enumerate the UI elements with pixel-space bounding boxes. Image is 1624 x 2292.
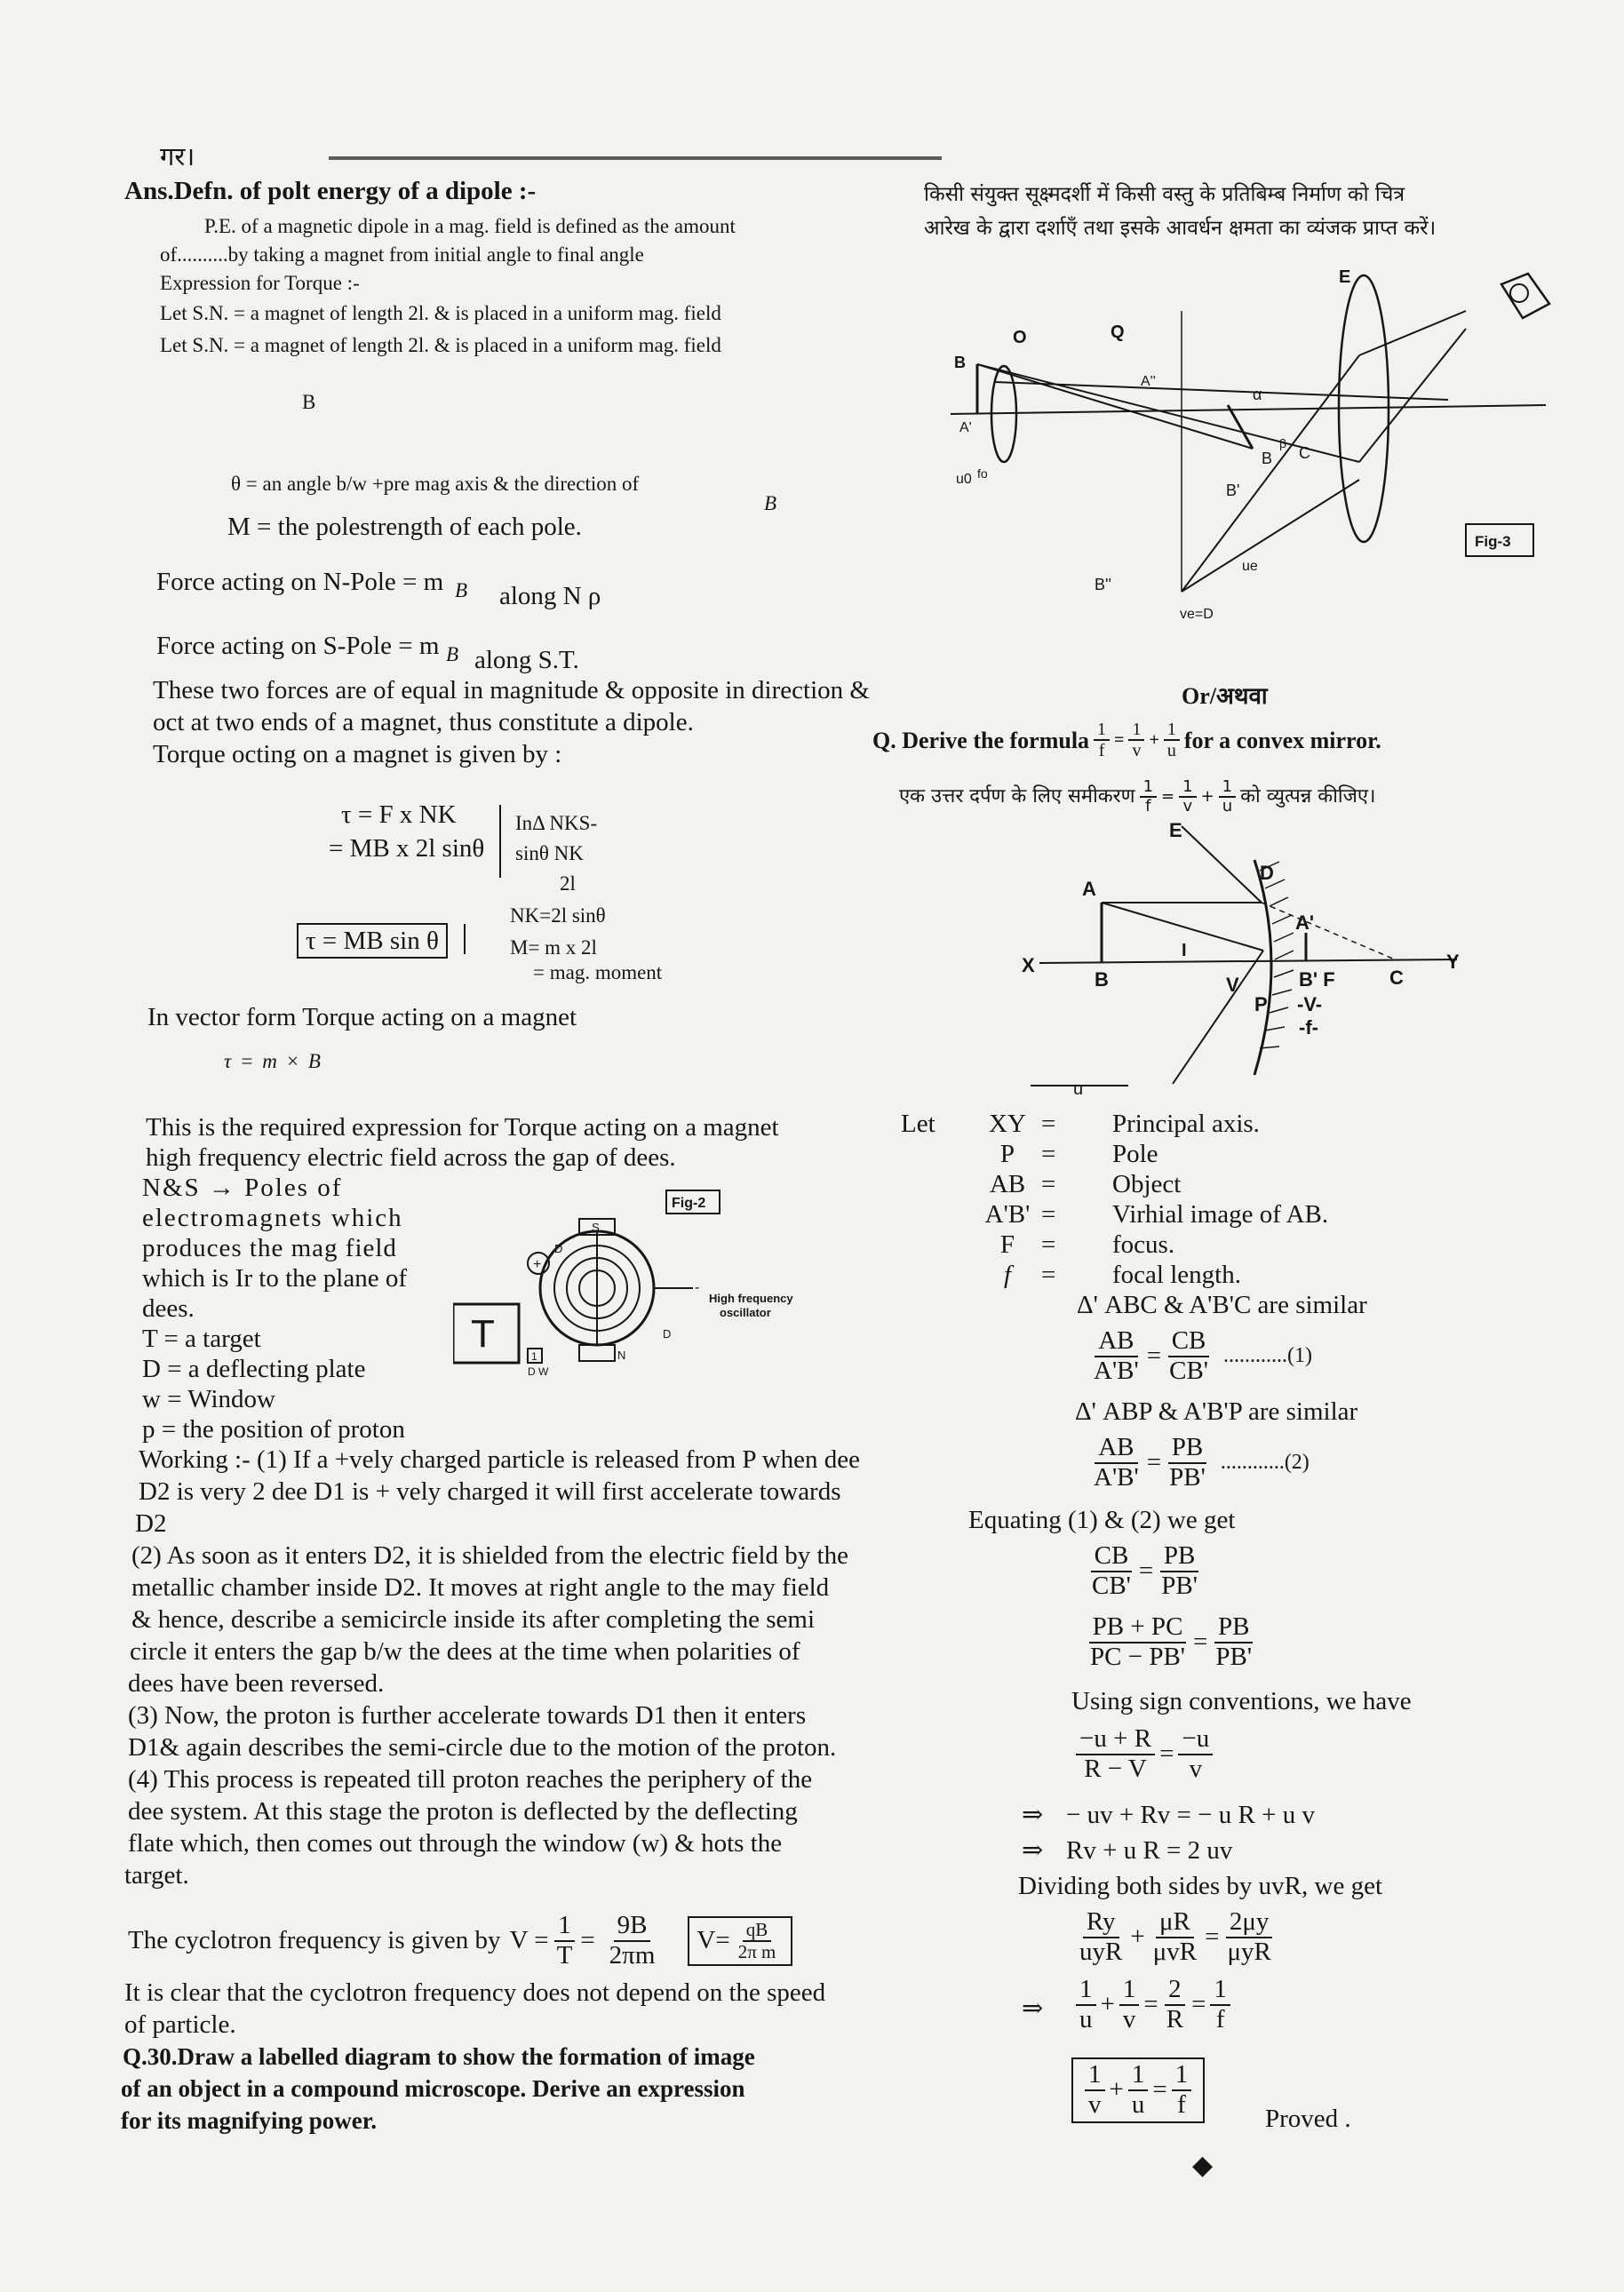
fig3-b-prime: B' — [1226, 481, 1240, 499]
fig3-axis — [951, 405, 1546, 414]
hindi-question-2: आरेख के द्वारा दर्शाएँ तथा इसके आवर्धन क्षमता का व्यंजक प्राप्त करें। — [924, 217, 1437, 240]
def-position: p = the position of proton — [142, 1415, 405, 1444]
cyclotron-figure — [453, 1182, 826, 1386]
eq-2: $\frac{AB}{A'B'}$ = $\frac{PB}{PB'}$ ............(2) — [1094, 1433, 1310, 1492]
mirror-hatching — [1260, 862, 1294, 1048]
mirror-surface — [1254, 860, 1271, 1075]
working-11: dee system. At this stage the proton is deflected by the deflecting — [128, 1797, 798, 1826]
target-letter: T — [471, 1312, 495, 1356]
fig3-q: Q — [1111, 322, 1125, 342]
mf-p: P — [1254, 993, 1268, 1015]
fig3-a-dd: A'' — [1141, 374, 1156, 389]
ns-line-1: electromagnets which — [142, 1204, 403, 1232]
theta-def: θ = an angle b/w +pre mag axis & the direction of — [231, 473, 640, 495]
force-n-b: B — [455, 579, 468, 601]
hf-line: high frequency electric field across the gap of dees. — [146, 1143, 676, 1172]
cyc-frac-2: $\frac{9B}{2\pi m}$ — [609, 1911, 656, 1970]
fig3-ve-d: ve=D — [1180, 607, 1214, 622]
speed-line-1: of particle. — [124, 2010, 236, 2039]
mirror-ray-4 — [1173, 951, 1263, 1084]
n-label: N — [617, 1349, 626, 1362]
mf-i: I — [1182, 941, 1187, 960]
eq-1: $\frac{AB}{A'B'}$ = $\frac{CB}{CB'}$ ............(1) — [1094, 1326, 1313, 1385]
hf-label-1: High frequency — [709, 1292, 793, 1305]
mirror-ray-3 — [1182, 826, 1262, 903]
sign-conv: Using sign conventions, we have — [1071, 1687, 1412, 1715]
end-diamond: ◆ — [1192, 2151, 1214, 2180]
ns-line-2: produces the mag field — [142, 1234, 397, 1262]
eye-shape — [1501, 274, 1549, 318]
couple-line-2: Torque octing on a magnet is given by : — [153, 740, 562, 768]
side-5: M= m x 2l — [510, 936, 597, 959]
def-table — [974, 1109, 1507, 1290]
sim-1: Δ' ABC & A'B'C are similar — [1077, 1291, 1367, 1319]
side-1: InΔ NKS- — [515, 812, 598, 834]
ns-line-0: N&S → Poles of — [142, 1174, 343, 1202]
force-s-tail: along S.T. — [474, 646, 579, 674]
working-1: D2 is very 2 dee D1 is + vely charged it will first accelerate towards — [139, 1477, 841, 1506]
working-5: & hence, describe a semicircle inside its after completing the semi — [131, 1605, 816, 1634]
fig3-a-prime: A' — [959, 420, 972, 435]
q30-line-1: of an object in a compound microscope. Derive an expression — [121, 2075, 745, 2102]
ray-4 — [1182, 480, 1359, 592]
working-12: flate which, then comes out through the window (w) & hots the — [128, 1829, 783, 1858]
eq-6: − uv + Rv = − u R + u v — [1066, 1801, 1315, 1829]
d2-label: D — [663, 1327, 672, 1341]
cyc-frac-1: $\frac{1}{T}$ — [553, 1912, 577, 1970]
side-4: NK=2l sinθ — [510, 904, 606, 927]
def-plate: D = a deflecting plate — [142, 1355, 366, 1383]
fig3-ue: ue — [1242, 559, 1258, 574]
eye-pupil — [1510, 284, 1528, 302]
working-0: Working :- (1) If a +vely charged particle is released from P when dee — [139, 1445, 861, 1474]
working-3: (2) As soon as it enters D2, it is shielded from the electric field by the — [131, 1541, 848, 1570]
corner-text: गर। — [160, 143, 195, 171]
vector-form: In vector form Torque acting on a magnet — [147, 1003, 577, 1031]
microscope-figure — [942, 258, 1599, 631]
cyc-boxed: V= $\frac{qB}{\text{2π m}}$ — [688, 1916, 792, 1966]
plus-sign: + — [533, 1257, 542, 1272]
working-9: D1& again describes the semi-circle due to the motion of the proton. — [128, 1733, 837, 1762]
force-s-b: B — [446, 643, 459, 665]
mirror-question: Q. Derive the formula $\frac{1}{f}$ = $\frac{1}{v}$ + $\frac{1}{u}$ for a convex mirror. — [872, 720, 1381, 760]
fig3-c: C — [1299, 444, 1310, 462]
ns-line-4: dees. — [142, 1294, 195, 1323]
fig3-fo: fo — [977, 466, 988, 481]
working-2: D2 — [135, 1509, 167, 1538]
def-row: AB = Object — [989, 1170, 1182, 1198]
defn-line-4: Let S.N. = a magnet of length 2l. & is placed in a uniform mag. field — [160, 334, 721, 356]
mf-v-dim: -V- — [1297, 993, 1323, 1015]
hf-label-2: oscillator — [720, 1306, 771, 1319]
working-6: circle it enters the gap b/w the dees at the time when polarities of — [130, 1637, 800, 1666]
vector-eq: τ = m × B — [224, 1050, 322, 1072]
fig3-b-dd: B'' — [1095, 576, 1111, 593]
force-n-tail: along N ρ — [499, 582, 601, 610]
q30-line-0: Q.30.Draw a labelled diagram to show the formation of image — [123, 2043, 755, 2070]
cyclotron-frequency — [128, 1912, 792, 1970]
implies-2: ⇒ — [1022, 1836, 1044, 1865]
force-n: Force acting on N-Pole = m — [156, 568, 444, 596]
q30-line-2: for its magnifying power. — [121, 2107, 378, 2134]
eq-7: Rv + u R = 2 uv — [1066, 1836, 1233, 1865]
ray-2 — [977, 364, 1253, 449]
defn-line-3: Let S.N. = a magnet of length 2l. & is placed in a uniform mag. field — [160, 302, 721, 324]
couple-line-1: oct at two ends of a magnet, thus constitute a dipole. — [153, 708, 694, 736]
mf-u-dim: u — [1073, 1079, 1084, 1099]
def-row: f = focal length. — [1003, 1261, 1241, 1289]
working-8: (3) Now, the proton is further accelerate towards D1 then it enters — [128, 1701, 807, 1730]
def-row: XY = Principal axis. — [989, 1110, 1260, 1138]
fig3-b: B — [954, 354, 966, 371]
mf-b-prime-f: B' F — [1299, 968, 1335, 991]
def-row: A'B' = Virhial image of AB. — [984, 1200, 1329, 1229]
cyc-prefix: The cyclotron frequency is given by — [128, 1926, 501, 1955]
final-result: $\frac{1}{v}$ + $\frac{1}{u}$ = $\frac{1}{f}$ — [1071, 2057, 1205, 2123]
mf-c: C — [1389, 967, 1404, 989]
torque-divider — [499, 805, 501, 878]
speed-line-0: It is clear that the cyclotron frequency does not depend on the speed — [124, 1978, 826, 2007]
m-def: M = the polestrength of each pole. — [227, 513, 582, 541]
def-row: F = focus. — [999, 1230, 1175, 1259]
fig3-o: O — [1013, 328, 1027, 347]
couple-line-0: These two forces are of equal in magnitude & opposite in direction & — [153, 676, 870, 704]
mf-a-prime: A' — [1295, 911, 1315, 934]
fig3-alpha: α — [1253, 386, 1262, 403]
torque-divider-2 — [464, 924, 466, 954]
or-label: Or/अथवा — [1182, 683, 1268, 709]
working-7: dees have been reversed. — [128, 1669, 385, 1698]
eq-3: $\frac{CB}{CB'}$ = $\frac{PB}{PB'}$ — [1092, 1541, 1198, 1600]
mf-e: E — [1169, 819, 1182, 841]
s-label: S — [592, 1221, 600, 1234]
one-label: 1 — [531, 1350, 537, 1363]
cyc-eq: = — [580, 1926, 595, 1955]
minus-sign: - — [695, 1280, 700, 1295]
defn-title: Ans.Defn. of polt energy of a dipole :- — [124, 177, 537, 205]
mirror-figure — [1022, 817, 1466, 1102]
eq-4: $\frac{PB + PC}{PC - PB'}$ = $\frac{PB}{PB'}$ — [1090, 1612, 1253, 1671]
dw-label: D W — [528, 1365, 549, 1378]
side-2: sinθ NK — [515, 842, 584, 864]
working-13: target. — [124, 1861, 189, 1890]
theta-b: B — [764, 492, 777, 514]
fig3-uo: u0 — [956, 472, 972, 487]
torque-boxed: τ = MB sin θ — [297, 926, 448, 957]
hindi-question-1: किसी संयुक्त सूक्ष्मदर्शी में किसी वस्तु के प्रतिबिम्ब निर्माण को चित्र — [924, 183, 1405, 206]
mirror-virtual-1 — [1262, 903, 1395, 959]
b-vector: B — [302, 391, 316, 413]
def-target: T = a target — [142, 1325, 261, 1353]
required-line: This is the required expression for Torque acting on a magnet — [146, 1113, 779, 1142]
side-3: 2l — [560, 872, 576, 895]
eq-9: $\frac{1}{u}$ + $\frac{1}{v}$ = $\frac{2}{R}$ = $\frac{1}{f}$ — [1071, 1976, 1235, 2034]
implies-1: ⇒ — [1022, 1801, 1044, 1829]
sim-2: Δ' ABP & A'B'P are similar — [1075, 1397, 1358, 1426]
mf-d: D — [1260, 862, 1274, 884]
implies-3: ⇒ — [1022, 1994, 1044, 2023]
fig3-beta: β — [1279, 436, 1287, 450]
mf-f-dim: -f- — [1299, 1016, 1318, 1039]
force-s: Force acting on S-Pole = m — [156, 632, 440, 660]
ns-line-3: which is Ir to the plane of — [142, 1264, 407, 1293]
fig3-e: E — [1339, 267, 1351, 287]
mf-b: B — [1095, 968, 1109, 991]
def-row: P = Pole — [999, 1140, 1158, 1168]
defn-line-0: P.E. of a magnetic dipole in a mag. field is defined as the amount — [204, 215, 736, 237]
hindi-mirror-question: एक उत्तर दर्पण के लिए समीकरण $\frac{1}{f}$ = $\frac{1}{v}$ + $\frac{1}{u}$ को व्युत्पन्न कीजिए। — [899, 777, 1376, 816]
working-4: metallic chamber inside D2. It moves at right angle to the may field — [131, 1573, 830, 1602]
def-window: w = Window — [142, 1385, 275, 1413]
top-rule — [329, 156, 942, 160]
torque-eq2: = MB x 2l sinθ — [329, 834, 485, 863]
mf-a: A — [1082, 878, 1096, 900]
side-6: = mag. moment — [533, 961, 663, 983]
let-label: Let — [901, 1110, 935, 1138]
mf-x: X — [1022, 954, 1035, 976]
proved: Proved . — [1265, 2105, 1351, 2133]
cyc-v: V = — [509, 1926, 549, 1955]
eq-8: $\frac{Ry}{\text{uyR}}$ + $\frac{\mu R}{\text{μvR}}$ = $\frac{2\mu y}{\text{μyR}}$ — [1079, 1907, 1271, 1966]
eq-5: $\frac{-u + R}{R - V}$ = $\frac{-u}{v}$ — [1071, 1725, 1217, 1784]
defn-line-1: of..........by taking a magnet from initial angle to final angle — [160, 243, 644, 266]
fig3-label: Fig-3 — [1475, 533, 1511, 550]
fig2-label: Fig-2 — [672, 1196, 706, 1211]
fig3-b-sup: B — [1262, 450, 1273, 467]
mf-v: V — [1226, 974, 1239, 996]
dividing: Dividing both sides by uvR, we get — [1018, 1872, 1383, 1900]
defn-line-2: Expression for Torque :- — [160, 272, 360, 294]
torque-eq1: τ = F x NK — [341, 800, 457, 829]
working-10: (4) This process is repeated till proton reaches the periphery of the — [128, 1765, 813, 1794]
d1-label: D — [554, 1242, 563, 1255]
magnet-n — [579, 1345, 615, 1361]
equating: Equating (1) & (2) we get — [968, 1506, 1236, 1534]
mf-y: Y — [1446, 951, 1460, 973]
